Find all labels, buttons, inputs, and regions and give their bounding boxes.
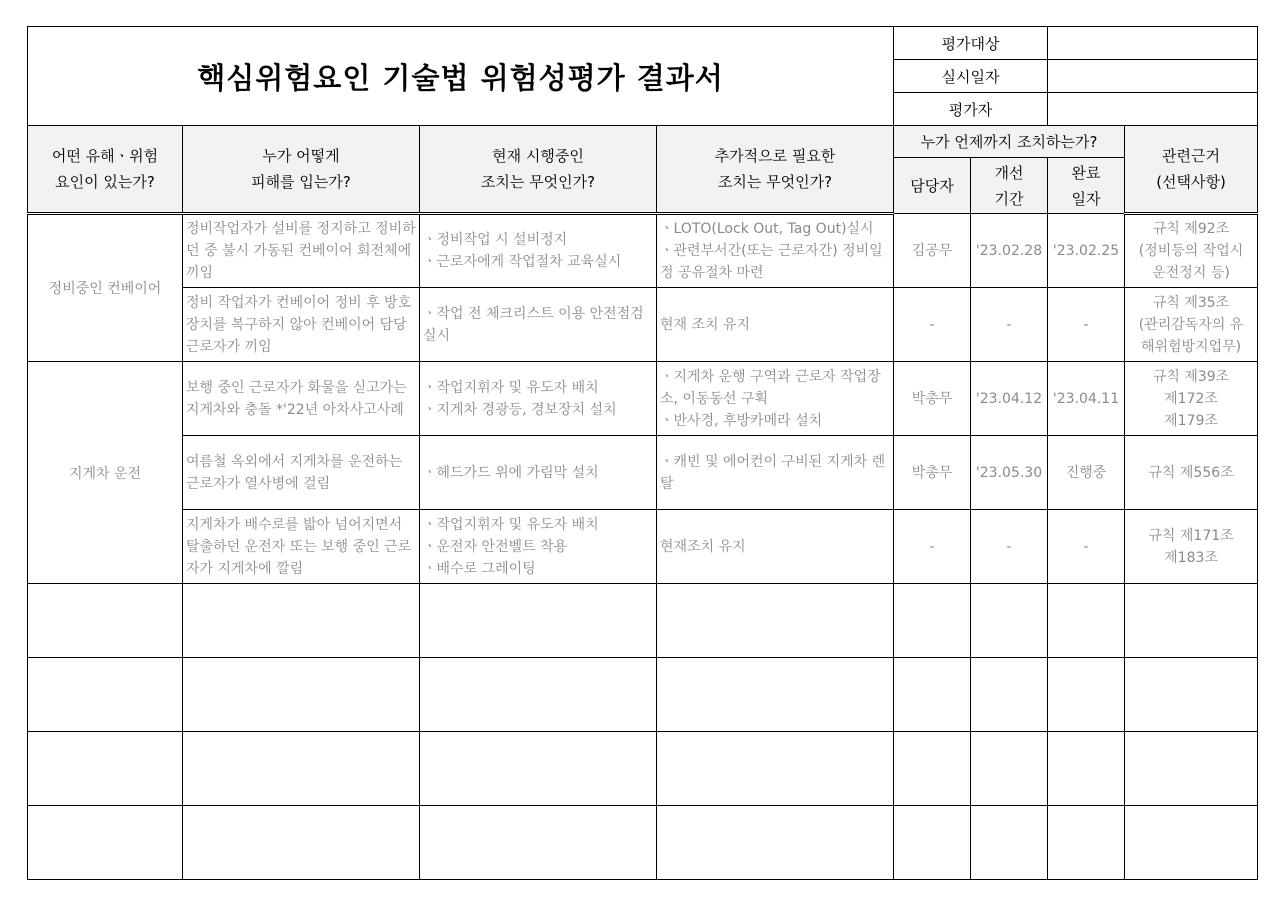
period-cell: - [971, 510, 1048, 584]
date-label: 실시일자 [894, 60, 1048, 93]
measure-line: ㆍ배수로 그레이팅 [423, 560, 536, 577]
hazard-cell: 정비중인 컨베이어 [28, 214, 183, 362]
empty-row [28, 806, 1258, 880]
target-label: 평가대상 [894, 27, 1048, 60]
assessor-value-field[interactable] [1048, 93, 1258, 126]
basis-line: 운전정지 등) [1152, 265, 1230, 281]
table-row [28, 288, 1258, 362]
owner-cell: 박총무 [894, 436, 971, 510]
empty-cell[interactable] [1125, 658, 1258, 732]
measure-line: ㆍ작업지휘자 및 유도자 배치 [423, 516, 599, 533]
empty-row [28, 658, 1258, 732]
period-cell: '23.02.28 [971, 214, 1048, 288]
empty-cell[interactable] [1125, 584, 1258, 658]
empty-cell[interactable] [420, 658, 657, 732]
additional-measures-cell [657, 362, 894, 436]
empty-cell[interactable] [657, 658, 894, 732]
table-row [28, 362, 1258, 436]
empty-cell[interactable] [183, 732, 420, 806]
additional-measures-cell [657, 436, 894, 510]
header-who: 누가 어떻게 피해를 입는가? [183, 126, 420, 214]
empty-row [28, 732, 1258, 806]
empty-cell[interactable] [28, 806, 183, 880]
additional-measures-cell [657, 288, 894, 362]
period-cell: - [971, 288, 1048, 362]
header-current-measures: 현재 시행중인 조치는 무엇인가? [420, 126, 657, 214]
empty-cell[interactable] [894, 584, 971, 658]
owner-cell: - [894, 288, 971, 362]
empty-cell[interactable] [1125, 732, 1258, 806]
measure-line: ㆍ지게차 경광등, 경보장치 설치 [423, 401, 617, 418]
measure-line: ㆍ헤드가드 위에 가림막 설치 [423, 464, 599, 481]
measure-line: ㆍ운전자 안전벨트 착용 [423, 538, 568, 555]
current-measures-cell [420, 510, 657, 584]
target-value-field[interactable] [1048, 27, 1258, 60]
empty-cell[interactable] [183, 806, 420, 880]
table-row [28, 214, 1258, 288]
owner-cell: 김공무 [894, 214, 971, 288]
basis-line: 규칙 제92조 [1152, 221, 1230, 237]
basis-cell [1125, 288, 1258, 362]
done-date-cell: - [1048, 510, 1125, 584]
empty-cell[interactable] [894, 806, 971, 880]
current-measures-cell [420, 288, 657, 362]
measure-line: ㆍ작업 전 체크리스트 이용 안전점검 실시 [423, 305, 644, 344]
empty-cell[interactable] [420, 732, 657, 806]
empty-cell[interactable] [1048, 806, 1125, 880]
empty-cell[interactable] [1048, 658, 1125, 732]
basis-line: (정비등의 작업시 [1138, 243, 1244, 259]
measure-line: ㆍ지게차 운행 구역과 근로자 작업장소, 이동동선 구획 [660, 368, 881, 407]
measure-line: ㆍ근로자에게 작업절차 교육실시 [423, 254, 622, 270]
done-date-cell: 진행중 [1048, 436, 1125, 510]
measure-line: ㆍ정비작업 시 설비정지 [423, 232, 568, 248]
basis-line: 규칙 제35조 [1152, 294, 1230, 311]
document-title: 핵심위험요인 기술법 위험성평가 결과서 [28, 27, 894, 126]
empty-cell[interactable] [1048, 732, 1125, 806]
empty-cell[interactable] [28, 732, 183, 806]
empty-cell[interactable] [894, 658, 971, 732]
additional-measures-cell [657, 214, 894, 288]
owner-cell: 박총무 [894, 362, 971, 436]
empty-cell[interactable] [183, 584, 420, 658]
measure-line: ㆍ작업지휘자 및 유도자 배치 [423, 379, 599, 396]
period-cell: '23.05.30 [971, 436, 1048, 510]
empty-cell[interactable] [971, 806, 1048, 880]
empty-cell[interactable] [28, 584, 183, 658]
basis-line: 규칙 제171조 [1148, 527, 1234, 544]
basis-cell [1125, 510, 1258, 584]
basis-line: 규칙 제556조 [1148, 464, 1234, 481]
who-cell: 보행 중인 근로자가 화물을 싣고가는 지게차와 충돌 *'22년 아차사고사례 [183, 362, 420, 436]
additional-measures-cell [657, 510, 894, 584]
basis-line: 규칙 제39조 [1152, 368, 1230, 385]
current-measures-cell [420, 362, 657, 436]
basis-line: (관리감독자의 유 [1138, 316, 1244, 333]
table-row [28, 510, 1258, 584]
basis-cell [1125, 214, 1258, 288]
measure-line: ㆍ반사경, 후방카메라 설치 [660, 412, 823, 429]
table-row [28, 436, 1258, 510]
empty-row [28, 584, 1258, 658]
basis-line: 제179조 [1164, 412, 1218, 429]
basis-cell [1125, 362, 1258, 436]
header-done-date: 완료 일자 [1048, 158, 1125, 214]
period-cell: '23.04.12 [971, 362, 1048, 436]
owner-cell: - [894, 510, 971, 584]
empty-cell[interactable] [971, 658, 1048, 732]
measure-line: ㆍ관련부서간(또는 근로자간) 정비일정 공유절차 마련 [660, 243, 883, 281]
header-basis: 관련근거 (선택사항) [1125, 126, 1258, 214]
done-date-cell: '23.02.25 [1048, 214, 1125, 288]
basis-line: 해위험방지업무) [1140, 338, 1242, 355]
empty-cell[interactable] [420, 584, 657, 658]
date-value-field[interactable] [1048, 60, 1258, 93]
empty-cell[interactable] [1125, 806, 1258, 880]
empty-cell[interactable] [657, 732, 894, 806]
measure-line: 현재조치 유지 [660, 538, 746, 555]
empty-cell[interactable] [894, 732, 971, 806]
empty-cell[interactable] [657, 584, 894, 658]
empty-cell[interactable] [1048, 584, 1125, 658]
empty-cell[interactable] [971, 584, 1048, 658]
who-cell: 지게차가 배수로를 밟아 넘어지면서 탈출하던 운전자 또는 보행 중인 근로자가 지게차에 깔림 [183, 510, 420, 584]
header-period: 개선 기간 [971, 158, 1048, 214]
current-measures-cell [420, 214, 657, 288]
done-date-cell: '23.04.11 [1048, 362, 1125, 436]
assessor-label: 평가자 [894, 93, 1048, 126]
basis-cell [1125, 436, 1258, 510]
basis-line: 제172조 [1164, 390, 1218, 407]
header-action-group: 누가 언제까지 조치하는가? [894, 126, 1125, 158]
basis-line: 제183조 [1164, 549, 1218, 566]
empty-cell[interactable] [183, 658, 420, 732]
empty-cell[interactable] [971, 732, 1048, 806]
measure-line: ㆍLOTO(Lock Out, Tag Out)실시 [660, 221, 874, 237]
done-date-cell: - [1048, 288, 1125, 362]
who-cell: 여름철 옥외에서 지게차를 운전하는 근로자가 열사병에 걸림 [183, 436, 420, 510]
empty-cell[interactable] [657, 806, 894, 880]
empty-cell[interactable] [420, 806, 657, 880]
header-additional-measures: 추가적으로 필요한 조치는 무엇인가? [657, 126, 894, 214]
measure-line: ㆍ캐빈 및 에어컨이 구비된 지게차 렌탈 [660, 453, 886, 492]
hazard-cell: 지게차 운전 [28, 362, 183, 584]
header-owner: 담당자 [894, 158, 971, 214]
who-cell: 정비 작업자가 컨베이어 정비 후 방호장치를 복구하지 않아 컨베이어 담당 근로자가 끼임 [183, 288, 420, 362]
current-measures-cell [420, 436, 657, 510]
header-hazard: 어떤 유해ㆍ위험 요인이 있는가? [28, 126, 183, 214]
empty-cell[interactable] [28, 658, 183, 732]
measure-line: 현재 조치 유지 [660, 316, 751, 333]
who-cell: 정비작업자가 설비를 정지하고 정비하던 중 불시 가동된 컨베이어 회전체에 끼임 [183, 214, 420, 288]
risk-assessment-table [27, 26, 1258, 880]
